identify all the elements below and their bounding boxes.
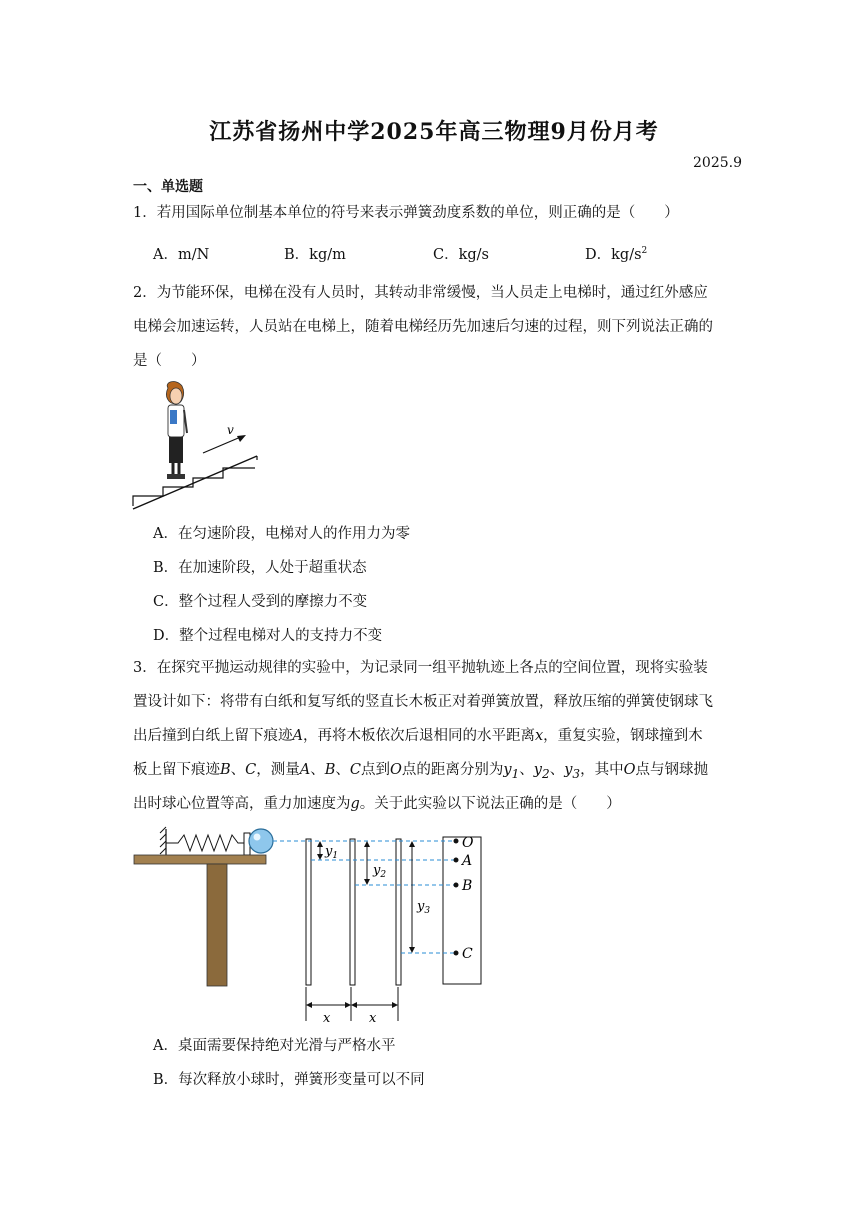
label-c: C <box>462 946 473 962</box>
q2-stem-line-2: 电梯会加速运转，人员站在电梯上，随着电梯经历先加速后匀速的过程，则下列说法正确的 <box>133 319 713 335</box>
label-o: O <box>462 835 474 851</box>
board-3 <box>396 839 401 985</box>
q3-stem-line-3: 出后撞到白纸上留下痕迹A，再将木板依次后退相同的水平距离x，重复实验，钢球撞到木 <box>133 728 703 744</box>
spring <box>166 835 250 851</box>
label-b: B <box>462 878 473 894</box>
escalator-figure <box>130 378 260 513</box>
label-y1: $y_1$ <box>325 844 339 861</box>
exam-date: 2025.9 <box>693 155 742 171</box>
q2-stem-line-1: 2．为节能环保，电梯在没有人员时，其转动非常缓慢，当人员走上电梯时，通过红外感应 <box>133 285 708 301</box>
table-top <box>134 855 266 864</box>
point-o <box>454 839 459 844</box>
velocity-arrow <box>203 436 243 453</box>
q1-stem: 1．若用国际单位制基本单位的符号来表示弹簧劲度系数的单位，则正确的是（ ） <box>133 205 679 221</box>
point-b <box>454 883 459 888</box>
board-2 <box>350 839 355 985</box>
point-a <box>454 858 459 863</box>
q3-stem-line-1: 3．在探究平抛运动规律的实验中，为记录同一组平抛轨迹上各点的空间位置，现将实验装 <box>133 660 708 676</box>
page-title: 江苏省扬州中学2025年高三物理9月份月考 <box>209 119 659 145</box>
point-c <box>454 951 459 956</box>
velocity-label: v <box>227 423 234 437</box>
q1-option-c: C．kg/s <box>433 247 489 263</box>
label-x-1: x <box>323 1011 331 1026</box>
label-a: A <box>462 853 473 869</box>
q2-option-b: B．在加速阶段，人处于超重状态 <box>153 560 367 576</box>
q1-option-d: D．$kg/s^2$ <box>585 246 648 263</box>
q3-stem-line-4: 板上留下痕迹B、C，测量A、B、C点到O点的距离分别为$y_1$、$y_2$、$y_3$，其中O点与钢球抛 <box>133 762 708 781</box>
q1-option-a: A．m/N <box>153 247 210 263</box>
q2-option-a: A．在匀速阶段，电梯对人的作用力为零 <box>153 526 410 542</box>
projectile-apparatus-figure <box>130 823 490 1028</box>
steel-ball <box>249 829 273 853</box>
label-y3: $y_3$ <box>417 899 431 916</box>
section-heading: 一、单选题 <box>133 179 203 195</box>
q3-option-a: A．桌面需要保持绝对光滑与严格水平 <box>153 1038 396 1054</box>
q3-stem-line-5: 出时球心位置等高，重力加速度为g。关于此实验以下说法正确的是（ ） <box>133 796 621 812</box>
q2-option-d: D．整个过程电梯对人的支持力不变 <box>153 628 383 644</box>
q3-stem-line-2: 置设计如下：将带有白纸和复写纸的竖直长木板正对着弹簧放置，释放压缩的弹簧使钢球飞 <box>133 694 713 710</box>
q2-option-c: C．整个过程人受到的摩擦力不变 <box>153 594 368 610</box>
q3-option-b: B．每次释放小球时，弹簧形变量可以不同 <box>153 1072 425 1088</box>
table-leg <box>207 864 227 986</box>
person-figure <box>166 382 187 479</box>
q1-option-b: B．kg/m <box>284 247 346 263</box>
label-y2: $y_2$ <box>373 863 387 880</box>
q2-stem-line-3: 是（ ） <box>133 353 206 369</box>
label-x-2: x <box>369 1011 377 1026</box>
board-1 <box>306 839 311 985</box>
